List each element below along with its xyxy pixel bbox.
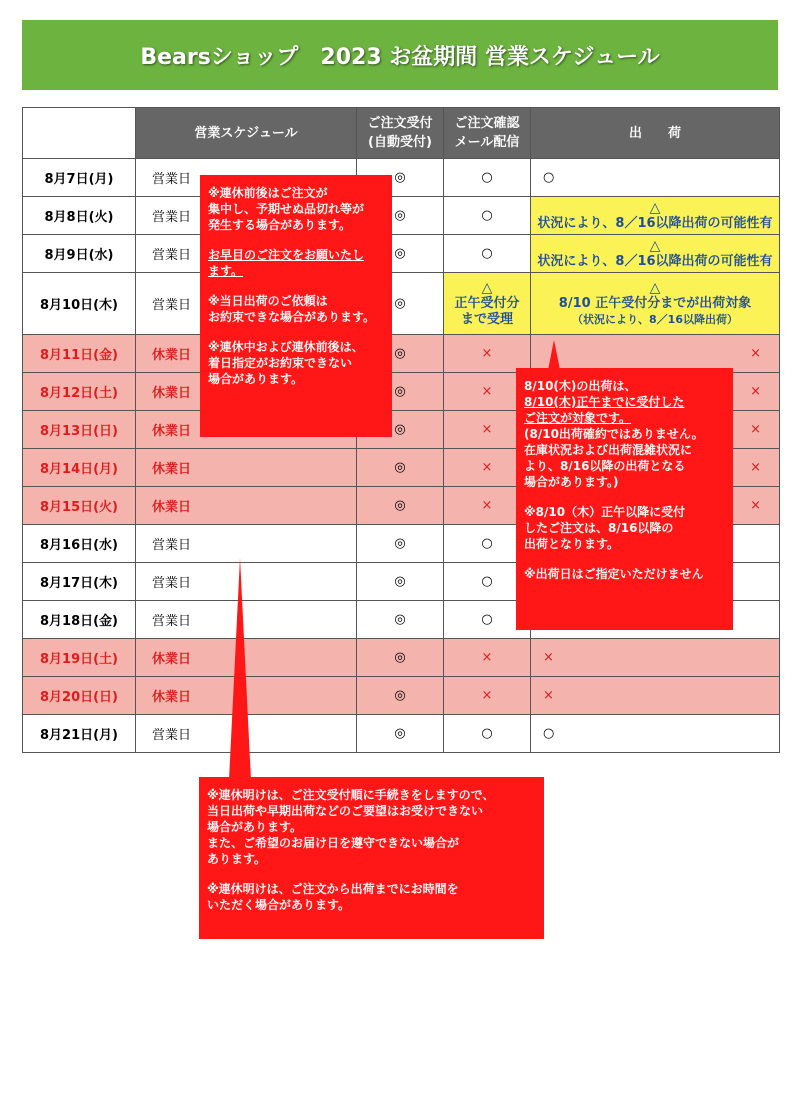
row-date: 8月18日(金) bbox=[23, 601, 136, 639]
row-ship: ○ bbox=[531, 715, 780, 753]
row-ship: × bbox=[531, 335, 780, 373]
note-right-pointer bbox=[548, 340, 560, 370]
ship-note: 状況により、8／16以降出荷の可能性有 bbox=[537, 253, 773, 269]
row-date: 8月7日(月) bbox=[23, 159, 136, 197]
table-row bbox=[23, 639, 780, 677]
row-date: 8月14日(月) bbox=[23, 449, 136, 487]
ship-subnote: （状況により、8／16以降出荷） bbox=[572, 312, 738, 326]
row-order: ◎ bbox=[357, 715, 444, 753]
row-date: 8月12日(土) bbox=[23, 373, 136, 411]
row-status: 休業日 bbox=[136, 677, 357, 715]
note-right-p2: (8/10出荷確約ではありません。 在庫状況および出荷混雑状況に より、8/16以降の出荷となる 場合があります。) bbox=[524, 427, 704, 489]
row-status: 休業日 bbox=[136, 639, 357, 677]
row-date: 8月16日(水) bbox=[23, 525, 136, 563]
row-ship: × bbox=[531, 449, 780, 487]
row-ship: ○ bbox=[531, 159, 780, 197]
title-banner bbox=[22, 20, 778, 90]
note-right bbox=[516, 368, 733, 630]
mail-mark: △ bbox=[481, 279, 493, 296]
header-order: ご注文受付 (自動受付) bbox=[357, 108, 444, 159]
note-left-p4: ※連休中および連休前後は、 着日指定がお約束できない 場合があります。 bbox=[208, 340, 364, 386]
row-order: ◎ bbox=[357, 487, 444, 525]
row-date: 8月9日(水) bbox=[23, 235, 136, 273]
row-mail: × bbox=[444, 449, 531, 487]
row-status: 営業日 bbox=[136, 273, 357, 335]
table-row bbox=[23, 159, 780, 197]
row-mail: × bbox=[444, 373, 531, 411]
row-ship: × bbox=[531, 487, 780, 525]
row-order: ◎ bbox=[357, 373, 444, 411]
row-date: 8月8日(火) bbox=[23, 197, 136, 235]
note-right-p1a: 8/10(木)の出荷は、 bbox=[524, 379, 637, 393]
note-bottom-pointer bbox=[229, 558, 251, 780]
row-order: ◎ bbox=[357, 159, 444, 197]
row-status: 営業日 bbox=[136, 563, 357, 601]
row-mail: ○ bbox=[444, 601, 531, 639]
row-mail: ○ bbox=[444, 197, 531, 235]
table-row bbox=[23, 273, 780, 335]
row-ship: × bbox=[531, 639, 780, 677]
row-status: 営業日 bbox=[136, 159, 357, 197]
note-left-p2: お早目のご注文をお願いたし ます。 bbox=[208, 248, 365, 278]
row-order: ◎ bbox=[357, 563, 444, 601]
mail-note: 正午受付分 まで受理 bbox=[454, 295, 520, 327]
row-mail: ○ bbox=[444, 715, 531, 753]
note-bottom bbox=[199, 777, 544, 939]
header-mail: ご注文確認 メール配信 bbox=[444, 108, 531, 159]
row-date: 8月11日(金) bbox=[23, 335, 136, 373]
row-ship bbox=[531, 197, 780, 235]
row-order: ◎ bbox=[357, 411, 444, 449]
row-status: 営業日 bbox=[136, 197, 357, 235]
header-date bbox=[23, 108, 136, 159]
row-status: 休業日 bbox=[136, 335, 357, 373]
row-date: 8月10日(木) bbox=[23, 273, 136, 335]
row-date: 8月15日(火) bbox=[23, 487, 136, 525]
table-header-row bbox=[23, 108, 780, 159]
note-left bbox=[200, 175, 392, 437]
row-status: 営業日 bbox=[136, 235, 357, 273]
row-date: 8月17日(木) bbox=[23, 563, 136, 601]
row-date: 8月19日(土) bbox=[23, 639, 136, 677]
row-status: 営業日 bbox=[136, 601, 357, 639]
row-ship: × bbox=[531, 373, 780, 411]
row-mail: × bbox=[444, 411, 531, 449]
row-order: ◎ bbox=[357, 197, 444, 235]
row-mail: ○ bbox=[444, 563, 531, 601]
row-order: ◎ bbox=[357, 677, 444, 715]
table-row bbox=[23, 335, 780, 373]
note-left-p3: ※当日出荷のご依頼は お約束できな場合があります。 bbox=[208, 294, 376, 324]
row-status: 営業日 bbox=[136, 715, 357, 753]
header-status: 営業スケジュール bbox=[136, 108, 357, 159]
row-status: 休業日 bbox=[136, 411, 357, 449]
row-order: ◎ bbox=[357, 335, 444, 373]
row-order: ◎ bbox=[357, 449, 444, 487]
row-mail: × bbox=[444, 639, 531, 677]
note-bottom-p1: ※連休明けは、ご注文受付順に手続きをしますので、 当日出荷や早期出荷などのご要望はお受けできない 場合があります。 また、ご希望のお届け日を遵守できない場合が あります。 bbox=[207, 788, 495, 866]
row-date: 8月21日(月) bbox=[23, 715, 136, 753]
ship-mark: △ bbox=[649, 199, 661, 216]
row-status: 営業日 bbox=[136, 525, 357, 563]
note-right-p4: ※出荷日はご指定いただけません bbox=[524, 567, 704, 581]
header-ship: 出 荷 bbox=[531, 108, 780, 159]
page-title: Bearsショップ 2023 お盆期間 営業スケジュール bbox=[140, 44, 660, 70]
ship-mark: △ bbox=[649, 237, 661, 254]
row-mail bbox=[444, 273, 531, 335]
table-row bbox=[23, 235, 780, 273]
row-order: ◎ bbox=[357, 273, 444, 335]
row-mail: × bbox=[444, 487, 531, 525]
row-mail: × bbox=[444, 335, 531, 373]
table-row bbox=[23, 715, 780, 753]
ship-mark: △ bbox=[649, 279, 661, 296]
row-mail: ○ bbox=[444, 235, 531, 273]
row-mail: ○ bbox=[444, 525, 531, 563]
row-mail: ○ bbox=[444, 159, 531, 197]
note-right-p1b: 8/10(木)正午までに受付した ご注文が対象です。 bbox=[524, 395, 685, 425]
row-order: ◎ bbox=[357, 601, 444, 639]
row-ship: × bbox=[531, 411, 780, 449]
note-bottom-p2: ※連休明けは、ご注文から出荷までにお時間を いただく場合があります。 bbox=[207, 882, 459, 912]
row-ship bbox=[531, 235, 780, 273]
row-status: 休業日 bbox=[136, 449, 357, 487]
note-left-p1: ※連休前後はご注文が 集中し、予期せぬ品切れ等が 発生する場合があります。 bbox=[208, 186, 365, 232]
row-order: ◎ bbox=[357, 235, 444, 273]
table-row bbox=[23, 197, 780, 235]
row-date: 8月13日(日) bbox=[23, 411, 136, 449]
row-mail: × bbox=[444, 677, 531, 715]
row-status: 休業日 bbox=[136, 373, 357, 411]
row-order: ◎ bbox=[357, 639, 444, 677]
ship-note: 8/10 正午受付分までが出荷対象 bbox=[558, 295, 752, 311]
row-ship bbox=[531, 273, 780, 335]
table-row bbox=[23, 677, 780, 715]
row-order: ◎ bbox=[357, 525, 444, 563]
note-right-p3: ※8/10（木）正午以降に受付 したご注文は、8/16以降の 出荷となります。 bbox=[524, 505, 686, 551]
row-ship: × bbox=[531, 677, 780, 715]
row-date: 8月20日(日) bbox=[23, 677, 136, 715]
ship-note: 状況により、8／16以降出荷の可能性有 bbox=[537, 215, 773, 231]
row-status: 休業日 bbox=[136, 487, 357, 525]
